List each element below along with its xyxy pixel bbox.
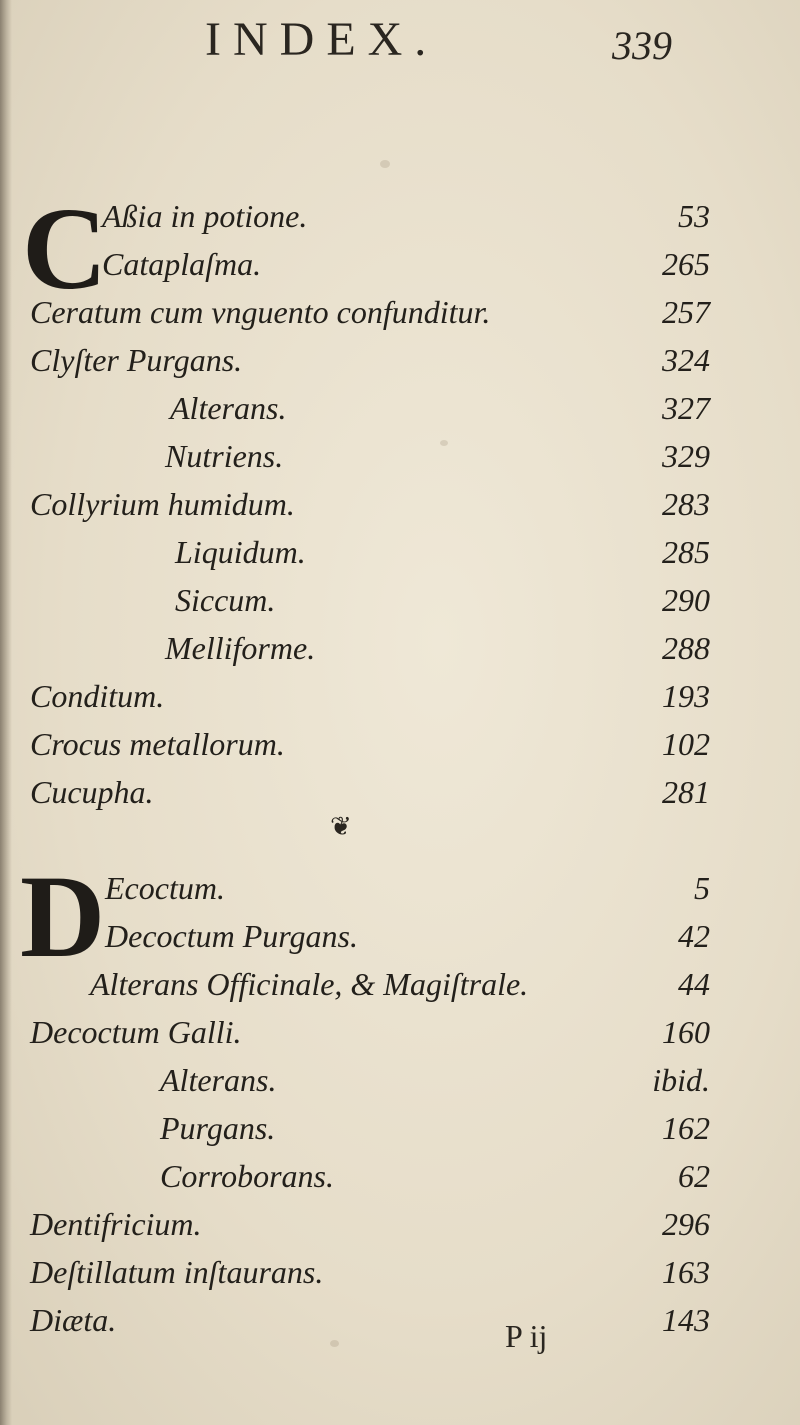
- entry-page-ref: 162: [662, 1110, 710, 1146]
- entry-page-ref: 329: [662, 438, 710, 474]
- entry-term: Alterans.: [170, 390, 287, 426]
- index-entry: [0, 438, 800, 490]
- entry-page-ref: 102: [662, 726, 710, 762]
- entry-term: Corroborans.: [160, 1158, 334, 1194]
- entry-page-ref: 281: [662, 774, 710, 810]
- index-entry: [0, 966, 800, 1018]
- entry-page-ref: 143: [662, 1302, 710, 1338]
- entry-page-ref: 327: [662, 390, 710, 426]
- entry-term: Decoctum Galli.: [30, 1014, 242, 1050]
- entry-page-ref: 288: [662, 630, 710, 666]
- index-entry: [0, 1014, 800, 1066]
- printers-ornament: ❦: [330, 812, 352, 841]
- entry-term: Liquidum.: [175, 534, 306, 570]
- section-d-initial: D: [20, 851, 106, 982]
- index-entry: [0, 342, 800, 394]
- running-head: INDEX.: [205, 13, 439, 66]
- index-entry: [0, 486, 800, 538]
- index-entry: [0, 678, 800, 730]
- entry-term: Siccum.: [175, 582, 276, 618]
- index-entry: [0, 534, 800, 586]
- index-entry: [0, 1062, 800, 1114]
- entry-page-ref: 42: [678, 918, 710, 954]
- index-entry: [0, 1158, 800, 1210]
- entry-page-ref: 53: [678, 198, 710, 234]
- index-entry: [0, 198, 800, 250]
- index-entry: [0, 390, 800, 442]
- index-entry: [0, 726, 800, 778]
- entry-page-ref: 44: [678, 966, 710, 1002]
- entry-term: Ecoctum.: [105, 870, 225, 906]
- entry-page-ref: 324: [662, 342, 710, 378]
- entry-page-ref: 257: [662, 294, 710, 330]
- index-entry: [0, 246, 800, 298]
- entry-page-ref: 290: [662, 582, 710, 618]
- entry-term: Purgans.: [160, 1110, 276, 1146]
- entry-term: Deſtillatum inſtaurans.: [30, 1254, 324, 1290]
- entry-term: Cataplaſma.: [102, 246, 262, 282]
- entry-page-ref: 5: [694, 870, 710, 906]
- entry-term: Nutriens.: [165, 438, 284, 474]
- entry-term: Cucupha.: [30, 774, 154, 810]
- entry-page-ref: 193: [662, 678, 710, 714]
- entry-page-ref: 62: [678, 1158, 710, 1194]
- index-entry: [0, 1110, 800, 1162]
- index-entry: [0, 582, 800, 634]
- index-entry: [0, 294, 800, 346]
- section-c-initial: C: [22, 183, 108, 314]
- entry-page-ref: 296: [662, 1206, 710, 1242]
- entry-page-ref: 163: [662, 1254, 710, 1290]
- entry-term: Diæta.: [30, 1302, 117, 1338]
- entry-term: Clyſter Purgans.: [30, 342, 243, 378]
- entry-term: Collyrium humidum.: [30, 486, 295, 522]
- entry-page-ref: ibid.: [652, 1062, 710, 1098]
- index-entry: [0, 1254, 800, 1306]
- index-entry: [0, 1206, 800, 1258]
- foxing-spot: [380, 160, 390, 168]
- entry-page-ref: 285: [662, 534, 710, 570]
- entry-term: Ceratum cum vnguento confunditur.: [30, 294, 491, 330]
- entry-term: Aßia in potione.: [102, 198, 308, 234]
- index-entry: [0, 1302, 800, 1354]
- page-number: 339: [612, 23, 672, 68]
- index-entry: [0, 870, 800, 922]
- entry-term: Decoctum Purgans.: [105, 918, 358, 954]
- entry-term: Melliforme.: [165, 630, 316, 666]
- entry-page-ref: 283: [662, 486, 710, 522]
- entry-term: Conditum.: [30, 678, 165, 714]
- entry-term: Dentifricium.: [30, 1206, 202, 1242]
- index-entry: [0, 630, 800, 682]
- index-entry: [0, 918, 800, 970]
- signature-mark: P ij: [505, 1318, 548, 1354]
- entry-page-ref: 265: [662, 246, 710, 282]
- entry-page-ref: 160: [662, 1014, 710, 1050]
- entry-term: Alterans.: [160, 1062, 277, 1098]
- entry-term: Crocus metallorum.: [30, 726, 285, 762]
- index-entry: [0, 774, 800, 826]
- entry-term: Alterans Officinale, & Magiſtrale.: [90, 966, 529, 1002]
